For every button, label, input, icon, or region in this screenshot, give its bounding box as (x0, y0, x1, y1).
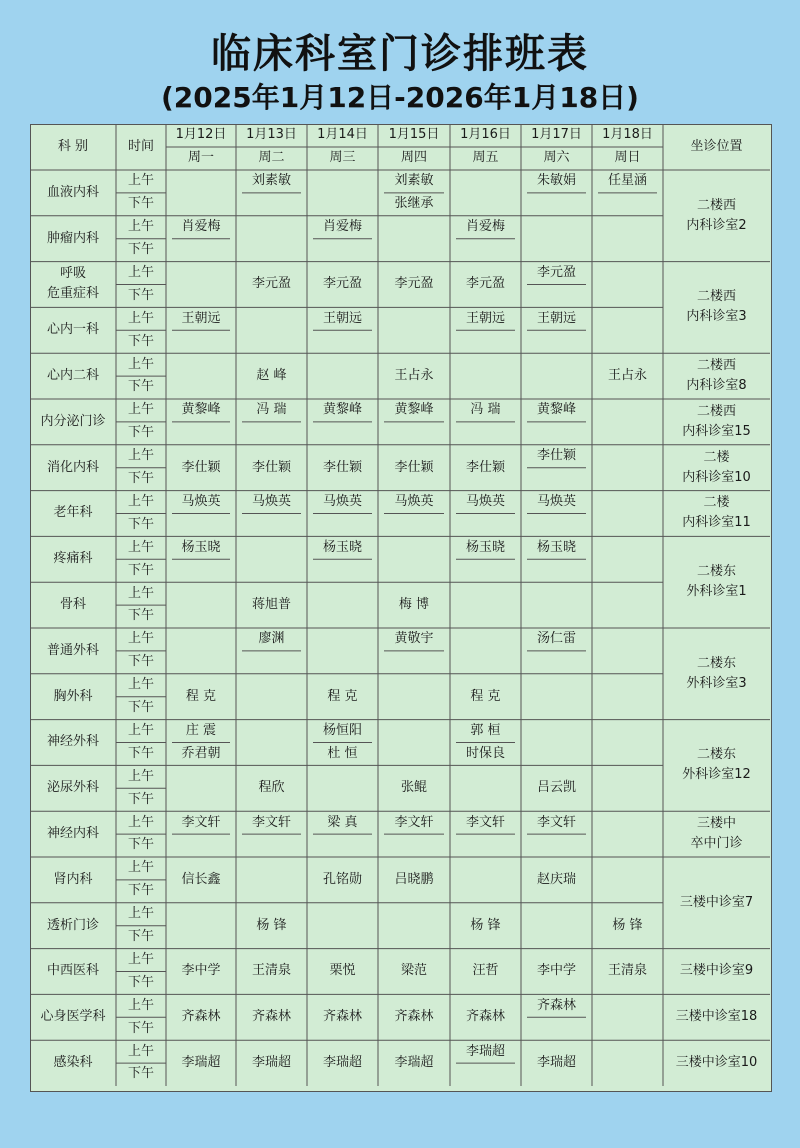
header-date: 1月13日 (246, 127, 297, 143)
doctor-cell-am: 黄黎峰 (394, 402, 434, 418)
session-pm-label: 下午 (127, 379, 154, 395)
session-am-label: 上午 (127, 585, 154, 601)
dept-name: 内分泌门诊 (40, 413, 106, 429)
session-pm-label: 下午 (127, 1020, 154, 1036)
dept-name: 疼痛科 (53, 551, 93, 567)
header-weekday: 周日 (614, 150, 641, 166)
session-am-label: 上午 (127, 814, 154, 830)
header-date: 1月16日 (460, 127, 511, 143)
doctor-cell-am: 马焕英 (251, 493, 291, 509)
session-pm-label: 下午 (127, 929, 154, 945)
location-cell: 二楼东 外科诊室12 (682, 747, 751, 783)
doctor-cell-am: 冯 瑞 (256, 402, 287, 418)
dept-name: 神经内科 (46, 826, 99, 842)
location-cell: 二楼西 内科诊室8 (686, 357, 747, 394)
doctor-cell-am: 马焕英 (322, 493, 362, 509)
doctor-cell-pm: 时保良 (465, 745, 505, 761)
location-cell: 三楼中 卒中门诊 (690, 815, 743, 852)
dept-name: 骨科 (59, 597, 86, 613)
doctor-cell: 齐森林 (465, 1009, 505, 1025)
session-am-label: 上午 (127, 448, 154, 464)
session-pm-label: 下午 (127, 287, 154, 303)
doctor-cell: 程 克 (327, 688, 358, 704)
session-pm-label: 下午 (127, 196, 154, 212)
doctor-cell-am: 黄黎峰 (181, 402, 221, 418)
doctor-cell: 杨 锋 (470, 917, 501, 933)
doctor-cell-am: 杨玉晓 (181, 539, 221, 555)
doctor-cell-am: 齐森林 (536, 997, 576, 1013)
dept-name: 肾内科 (53, 871, 93, 887)
doctor-cell-am: 杨玉晓 (465, 539, 505, 555)
doctor-cell: 李中学 (536, 963, 576, 979)
doctor-cell-am: 杨玉晓 (536, 539, 576, 555)
header-time: 时间 (127, 138, 154, 154)
session-pm-label: 下午 (127, 974, 154, 990)
session-am-label: 上午 (127, 860, 154, 876)
doctor-cell-am: 李文轩 (181, 814, 221, 830)
doctor-cell-am: 王朝远 (322, 310, 362, 326)
location-cell: 二楼西 内科诊室3 (686, 289, 747, 325)
header-date: 1月17日 (531, 127, 582, 143)
doctor-cell-am: 肖爱梅 (465, 219, 505, 235)
doctor-cell-am: 杨恒阳 (322, 722, 362, 738)
doctor-cell-am: 李瑞超 (465, 1043, 505, 1059)
doctor-cell-am: 马焕英 (536, 493, 576, 509)
session-pm-label: 下午 (127, 562, 154, 578)
doctor-cell-am: 马焕英 (181, 493, 221, 509)
doctor-cell-am: 李文轩 (536, 814, 576, 830)
session-am-label: 上午 (127, 264, 154, 280)
doctor-cell-am: 冯 瑞 (470, 402, 501, 418)
doctor-cell-am: 肖爱梅 (181, 219, 221, 235)
doctor-cell-am: 王朝远 (181, 310, 221, 326)
location-cell: 三楼中诊室9 (679, 963, 754, 979)
doctor-cell-am: 郭 桓 (470, 722, 501, 738)
location-cell: 三楼中诊室18 (675, 1009, 758, 1025)
page-title: 临床科室门诊排班表 (211, 31, 589, 77)
header-date: 1月18日 (602, 127, 653, 143)
session-pm-label: 下午 (127, 837, 154, 853)
dept-name: 透析门诊 (46, 917, 99, 933)
location-cell: 二楼 内科诊室11 (682, 495, 751, 531)
session-am-label: 上午 (127, 402, 154, 418)
session-pm-label: 下午 (127, 242, 154, 258)
doctor-cell: 张鲲 (400, 780, 427, 796)
location-cell: 二楼 内科诊室10 (682, 449, 751, 485)
location-cell: 二楼西 内科诊室15 (682, 403, 751, 439)
doctor-cell-am: 王朝远 (465, 310, 505, 326)
doctor-cell-am: 朱敏娟 (536, 173, 576, 189)
doctor-cell: 齐森林 (322, 1009, 362, 1025)
session-am-label: 上午 (127, 768, 154, 784)
doctor-cell-pm: 杜 恒 (327, 745, 358, 761)
header-date: 1月14日 (317, 127, 368, 143)
session-am-label: 上午 (127, 677, 154, 693)
location-cell: 二楼东 外科诊室1 (686, 564, 747, 600)
doctor-cell: 梁范 (400, 963, 427, 979)
doctor-cell: 齐森林 (251, 1009, 291, 1025)
doctor-cell: 杨 锋 (612, 917, 643, 933)
doctor-cell: 李仕颖 (394, 459, 434, 475)
doctor-cell: 吕云凯 (536, 780, 576, 796)
header-location: 坐诊位置 (690, 138, 743, 154)
header-dept: 科 别 (57, 138, 89, 154)
header-date: 1月12日 (175, 127, 227, 143)
session-pm-label: 下午 (127, 700, 154, 716)
header-weekday: 周一 (187, 150, 214, 166)
header-weekday: 周六 (543, 150, 570, 166)
session-am-label: 上午 (127, 951, 154, 967)
doctor-cell: 李瑞超 (251, 1055, 291, 1071)
session-am-label: 上午 (127, 356, 154, 372)
doctor-cell-am: 李文轩 (465, 814, 505, 830)
doctor-cell: 孔铭勋 (322, 871, 362, 887)
doctor-cell-am: 马焕英 (465, 493, 505, 509)
doctor-cell: 汪哲 (472, 963, 499, 979)
doctor-cell-pm: 乔君朝 (181, 745, 221, 761)
doctor-cell-am: 庄 震 (185, 722, 217, 738)
doctor-cell: 赵庆瑞 (536, 871, 576, 887)
doctor-cell-pm: 张继承 (394, 196, 434, 212)
doctor-cell: 蒋旭普 (251, 597, 291, 613)
dept-name: 老年科 (53, 505, 93, 521)
session-am-label: 上午 (127, 722, 154, 738)
doctor-cell: 李仕颖 (322, 459, 362, 475)
doctor-cell-am: 李文轩 (251, 814, 291, 830)
doctor-cell: 程 克 (185, 688, 217, 704)
doctor-cell-am: 李文轩 (394, 814, 434, 830)
dept-name: 感染科 (53, 1055, 93, 1071)
session-pm-label: 下午 (127, 883, 154, 899)
doctor-cell: 李仕颖 (251, 459, 291, 475)
doctor-cell: 李元盈 (322, 276, 362, 292)
dept-name: 肿瘤内科 (46, 230, 99, 246)
doctor-cell: 李瑞超 (181, 1055, 221, 1071)
header-weekday: 周四 (400, 150, 427, 166)
header-weekday: 周二 (258, 150, 285, 166)
doctor-cell: 程欣 (258, 780, 285, 796)
session-pm-label: 下午 (127, 608, 154, 624)
session-pm-label: 下午 (127, 1066, 154, 1082)
header-date: 1月15日 (388, 127, 440, 143)
dept-name: 心内二科 (46, 368, 99, 384)
doctor-cell-am: 肖爱梅 (322, 219, 362, 235)
doctor-cell: 王清泉 (607, 963, 647, 979)
doctor-cell: 李瑞超 (394, 1055, 434, 1071)
dept-name: 神经外科 (46, 734, 99, 750)
doctor-cell-am: 黄黎峰 (322, 402, 362, 418)
session-am-label: 上午 (127, 493, 154, 509)
dept-name: 胸外科 (53, 688, 93, 704)
doctor-cell: 李元盈 (251, 276, 291, 292)
doctor-cell: 李仕颖 (465, 459, 505, 475)
dept-name: 泌尿外科 (46, 780, 99, 796)
doctor-cell: 王清泉 (251, 963, 291, 979)
doctor-cell: 王占永 (394, 368, 434, 384)
doctor-cell-am: 刘素敏 (251, 173, 291, 189)
doctor-cell-am: 黄敬宇 (394, 631, 434, 647)
doctor-cell: 吕晓鹏 (394, 871, 434, 887)
dept-name: 中西医科 (46, 963, 99, 979)
doctor-cell-am: 梁 真 (327, 814, 358, 830)
doctor-cell: 梅 博 (398, 597, 430, 613)
session-am-label: 上午 (127, 997, 154, 1013)
doctor-cell-am: 李仕颖 (536, 448, 576, 464)
doctor-cell-am: 黄黎峰 (536, 402, 576, 418)
session-am-label: 上午 (127, 310, 154, 326)
doctor-cell: 李瑞超 (322, 1055, 362, 1071)
dept-name: 消化内科 (46, 459, 99, 475)
doctor-cell-am: 廖渊 (258, 631, 285, 647)
doctor-cell: 栗悦 (329, 963, 356, 979)
session-am-label: 上午 (127, 906, 154, 922)
dept-name: 心内一科 (46, 322, 99, 338)
doctor-cell: 李元盈 (465, 276, 505, 292)
session-am-label: 上午 (127, 539, 154, 555)
doctor-cell: 李瑞超 (536, 1055, 576, 1071)
session-pm-label: 下午 (127, 516, 154, 532)
header-weekday: 周三 (329, 150, 356, 166)
session-am-label: 上午 (127, 631, 154, 647)
location-cell: 三楼中诊室10 (675, 1055, 758, 1071)
doctor-cell: 齐森林 (181, 1009, 221, 1025)
session-pm-label: 下午 (127, 745, 154, 761)
header-weekday: 周五 (472, 150, 499, 166)
dept-name: 血液内科 (46, 184, 99, 200)
doctor-cell-am: 杨玉晓 (322, 539, 362, 555)
page-subtitle: (2025年1月12日-2026年1月18日) (161, 81, 639, 114)
dept-name: 普通外科 (46, 642, 99, 658)
doctor-cell: 李仕颖 (181, 459, 221, 475)
session-pm-label: 下午 (127, 791, 154, 807)
session-pm-label: 下午 (127, 471, 154, 487)
doctor-cell: 信长鑫 (181, 871, 221, 887)
dept-name: 呼吸 危重症科 (46, 266, 99, 302)
session-am-label: 上午 (127, 1043, 154, 1059)
doctor-cell-am: 李元盈 (536, 264, 576, 280)
doctor-cell-am: 王朝远 (536, 310, 576, 326)
doctor-cell-am: 马焕英 (394, 493, 434, 509)
location-cell: 二楼东 外科诊室3 (686, 655, 747, 691)
session-pm-label: 下午 (127, 654, 154, 670)
session-pm-label: 下午 (127, 333, 154, 349)
dept-name: 心身医学科 (40, 1009, 106, 1025)
doctor-cell: 李元盈 (394, 276, 434, 292)
session-am-label: 上午 (127, 219, 154, 235)
session-am-label: 上午 (127, 173, 154, 189)
doctor-cell: 杨 锋 (256, 917, 287, 933)
doctor-cell: 李中学 (181, 963, 221, 979)
doctor-cell-am: 任星涵 (607, 173, 647, 189)
doctor-cell-am: 刘素敏 (394, 173, 434, 189)
doctor-cell: 程 克 (470, 688, 501, 704)
location-cell: 二楼西 内科诊室2 (686, 197, 747, 233)
doctor-cell: 齐森林 (394, 1009, 434, 1025)
doctor-cell-am: 汤仁雷 (536, 631, 576, 647)
doctor-cell: 赵 峰 (256, 368, 287, 384)
location-cell: 三楼中诊室7 (679, 894, 754, 910)
doctor-cell: 王占永 (607, 368, 647, 384)
session-pm-label: 下午 (127, 425, 154, 441)
